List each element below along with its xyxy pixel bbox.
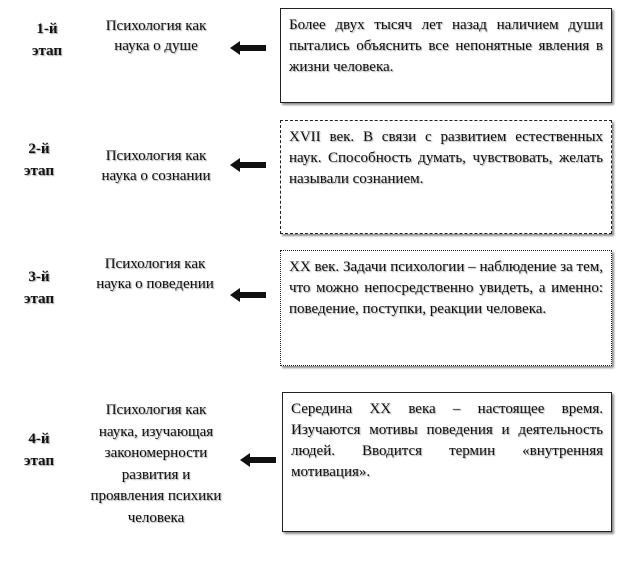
- stage-4-arrow-icon: [240, 453, 276, 467]
- stage-3-number: 3-й: [28, 269, 50, 285]
- stage-4-label: [14, 428, 64, 472]
- stage-2-label: [14, 138, 64, 182]
- stage-4-topic: Психология как наука, изучающая закономерности развития и проявления психики человека: [90, 402, 222, 526]
- stage-2-arrow-icon: [230, 158, 266, 172]
- stage-3-arrow-icon: [230, 288, 266, 302]
- stage-2-number: 2-й: [28, 141, 50, 157]
- stage-3-label: [14, 266, 64, 310]
- stage-3-description: XX век. Задачи психологии – наблюдение за тем, что можно непосредственно увидеть, а именно: поведение, поступки, реакции человека.: [280, 250, 612, 366]
- stage-3-word: этап: [24, 291, 54, 307]
- stage-1-arrow-icon: [230, 41, 266, 55]
- stage-2-description: XVII век. В связи с развитием естественных наук. Способность думать, чувствовать, желать называли сознанием.: [280, 120, 612, 234]
- stage-3-topic: Психология как наука о поведении: [96, 256, 214, 292]
- stage-4-word: этап: [24, 453, 54, 469]
- stage-1-label: [22, 18, 72, 62]
- stage-1-number: 1-й: [36, 21, 58, 37]
- stage-1-word: этап: [32, 43, 62, 59]
- stage-4-description: Середина XX века – настоящее время. Изучаются мотивы поведения и деятельность людей. Вводится термин «внутренняя мотивация».: [282, 392, 612, 532]
- stage-1-topic: Психология как наука о душе: [105, 18, 207, 54]
- stage-1-description: Более двух тысяч лет назад наличием души пытались объяснить все непонятные явления в жизни человека.: [280, 8, 612, 103]
- stage-2-word: этап: [24, 163, 54, 179]
- stage-2-topic: Психология как наука о сознании: [101, 148, 211, 184]
- stage-4-number: 4-й: [28, 431, 50, 447]
